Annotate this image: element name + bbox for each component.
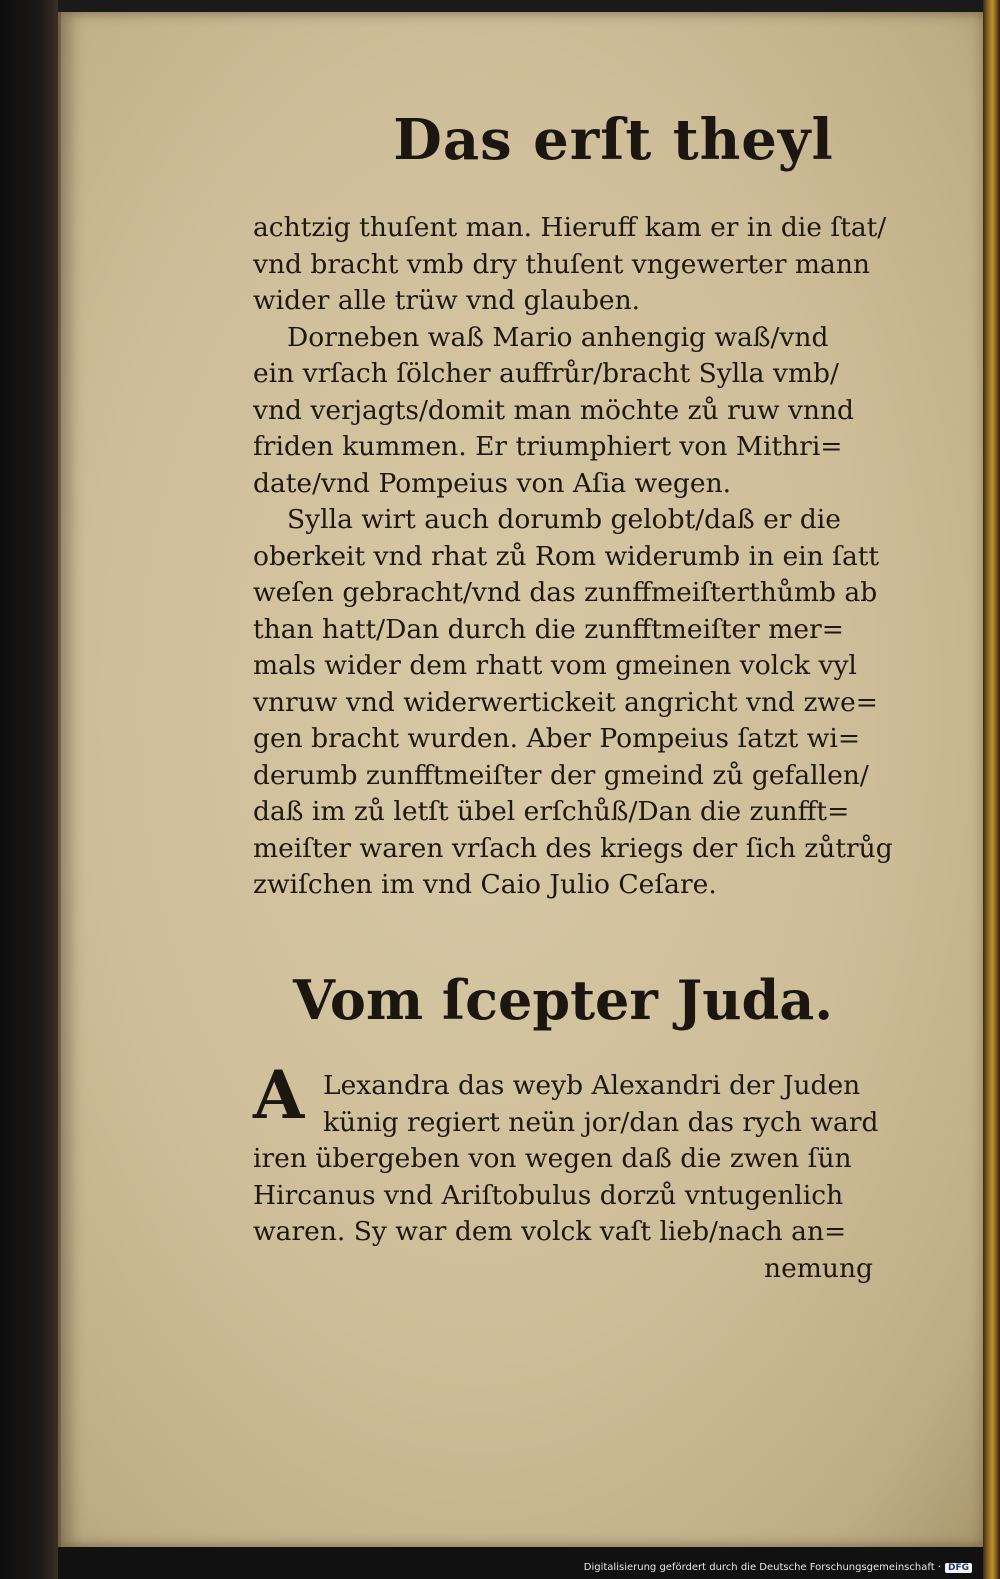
text-line: vnd bracht vmb dry thuſent vngewerter mann <box>253 248 870 280</box>
section-heading: Vom ſcepter Juda. <box>292 968 834 1032</box>
text-line: Sylla wirt auch dorumb gelobt/daß er die <box>287 504 841 535</box>
text-line: iren übergeben von wegen daß die zwen ſün <box>253 1143 852 1174</box>
text-line: friden kummen. Er triumphiert von Mithri= <box>253 431 843 462</box>
paragraph-1 <box>253 210 893 904</box>
text-line: achtzig thuſent man. Hieruff kam er in die ſtat/ <box>253 212 887 243</box>
paragraph-2 <box>253 1068 879 1287</box>
text-line: zwiſchen im vnd Caio Julio Ceſare. <box>253 869 717 900</box>
text-line: Hircanus vnd Ariſtobulus dorzů vntugenlich <box>253 1179 844 1211</box>
text-line: vnruw vnd widerwertickeit angricht vnd zwe= <box>253 686 878 718</box>
text-line: künig regiert neün jor/dan das rych ward <box>323 1106 879 1138</box>
text-line: gen bracht wurden. Aber Pompeius ſatzt wi= <box>253 723 861 754</box>
text-line: daß im zů letſt übel erſchůß/Dan die zunfft= <box>253 796 850 827</box>
text-line: Dorneben waß Mario anhengig waß/vnd <box>287 321 829 353</box>
text-line: waren. Sy war dem volck vaſt lieb/nach an= <box>253 1216 847 1247</box>
credit-text: Digitalisierung gefördert durch die Deutsche Forschungsgemeinschaft · <box>583 1562 941 1573</box>
drop-cap-initial: A <box>253 1056 305 1134</box>
text-line: derumb zunfftmeiſter der gmeind zů gefallen/ <box>253 759 869 791</box>
catchword: nemung <box>764 1252 873 1284</box>
gilt-page-edge <box>983 0 1000 1579</box>
text-line: weſen gebracht/vnd das zunffmeiſterthůmb ab <box>253 577 878 608</box>
text-line: date/vnd Pompeius von Aſia wegen. <box>253 467 732 499</box>
dfg-logo: DFG <box>945 1563 972 1573</box>
text-line: mals wider dem rhatt vom gmeinen volck vyl <box>253 650 857 681</box>
running-head: Das erſt theyl <box>393 107 834 173</box>
text-line: ein vrſach ſölcher auffrůr/bracht Sylla vmb/ <box>253 358 839 389</box>
text-line: vnd verjagts/domit man möchte zů ruw vnnd <box>253 394 855 426</box>
text-line: oberkeit vnd rhat zů Rom widerumb in ein ſatt <box>253 540 880 572</box>
text-line: meiſter waren vrſach des kriegs der ſich zůtrůg <box>253 832 893 864</box>
digitization-credit <box>584 1562 972 1573</box>
text-line: Lexandra das weyb Alexandri der Juden <box>323 1070 861 1101</box>
text-line: wider alle trüw vnd glauben. <box>253 285 641 316</box>
scan-left-edge <box>0 0 58 1579</box>
text-line: than hatt/Dan durch die zunfftmeiſter mer= <box>253 613 844 645</box>
